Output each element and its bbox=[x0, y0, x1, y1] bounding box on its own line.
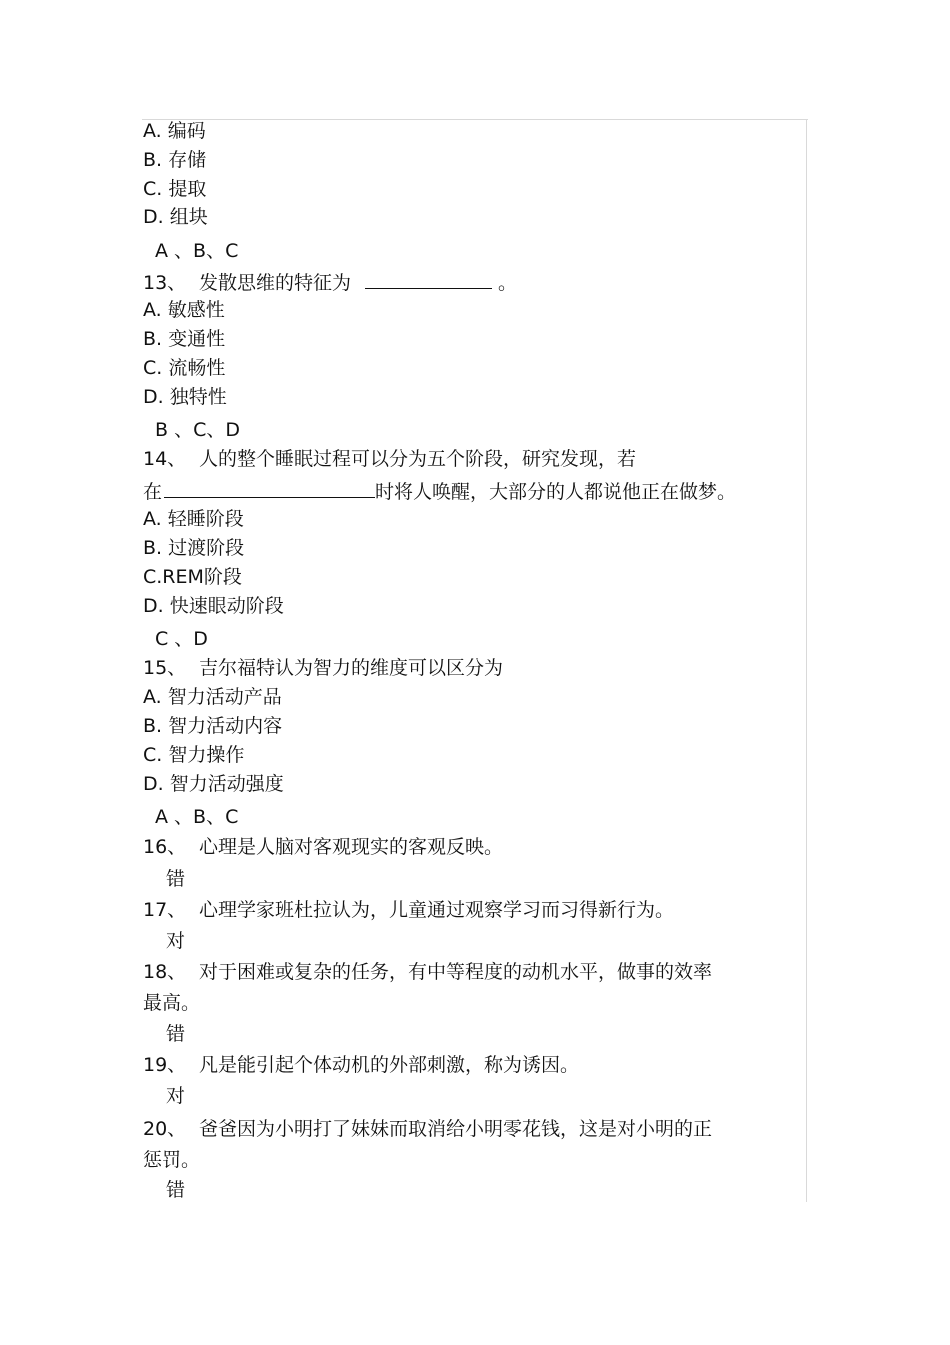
q14-number: 14、 bbox=[143, 448, 187, 470]
q15-option-a: A. 智力活动产品 bbox=[143, 686, 282, 708]
q12-option-a: A. 编码 bbox=[143, 120, 206, 142]
q20-question-line1 bbox=[143, 1117, 712, 1141]
q13-text: 发散思维的特征为 bbox=[199, 272, 352, 294]
q15-answer: A 、B、C bbox=[155, 806, 239, 828]
q15-option-d: D. 智力活动强度 bbox=[143, 773, 284, 795]
q14-option-b: B. 过渡阶段 bbox=[143, 537, 245, 559]
q14-question-line1 bbox=[143, 447, 636, 471]
q16-question bbox=[143, 835, 503, 859]
page-border-right bbox=[806, 119, 807, 1202]
q13-number: 13、 bbox=[143, 272, 187, 294]
q13-answer: B 、C、D bbox=[155, 419, 240, 441]
q19-text: 凡是能引起个体动机的外部刺激，称为诱因。 bbox=[199, 1054, 580, 1076]
q13-option-d: D. 独特性 bbox=[143, 386, 227, 408]
q18-text-line1: 对于困难或复杂的任务，有中等程度的动机水平，做事的效率 bbox=[199, 961, 713, 983]
q14-text-line1: 人的整个睡眠过程可以分为五个阶段，研究发现，若 bbox=[199, 448, 637, 470]
q13-period: 。 bbox=[498, 272, 518, 294]
q13-blank bbox=[365, 270, 492, 289]
q15-text: 吉尔福特认为智力的维度可以区分为 bbox=[199, 657, 504, 679]
q15-option-c: C. 智力操作 bbox=[143, 744, 245, 766]
q18-question-line1 bbox=[143, 960, 712, 984]
q12-option-b: B. 存储 bbox=[143, 149, 207, 171]
q17-answer: 对 bbox=[166, 930, 186, 952]
page-border-top bbox=[142, 119, 808, 120]
q14-question-line2 bbox=[143, 479, 736, 504]
q13-option-b: B. 变通性 bbox=[143, 328, 226, 350]
q16-number: 16、 bbox=[143, 836, 187, 858]
q14-option-d: D. 快速眼动阶段 bbox=[143, 595, 284, 617]
q16-answer: 错 bbox=[166, 868, 186, 890]
q18-number: 18、 bbox=[143, 961, 187, 983]
q20-number: 20、 bbox=[143, 1118, 187, 1140]
q19-number: 19、 bbox=[143, 1054, 187, 1076]
q12-option-c: C. 提取 bbox=[143, 178, 207, 200]
q14-answer: C 、D bbox=[155, 628, 208, 650]
q12-option-d: D. 组块 bbox=[143, 206, 208, 228]
q20-text-line1: 爸爸因为小明打了妹妹而取消给小明零花钱，这是对小明的正 bbox=[199, 1118, 713, 1140]
q17-text: 心理学家班杜拉认为，儿童通过观察学习而习得新行为。 bbox=[199, 899, 675, 921]
q15-option-b: B. 智力活动内容 bbox=[143, 715, 283, 737]
q14-option-a: A. 轻睡阶段 bbox=[143, 508, 244, 530]
q18-question-line2: 最高。 bbox=[143, 992, 201, 1014]
q13-option-a: A. 敏感性 bbox=[143, 299, 225, 321]
q15-question bbox=[143, 656, 503, 680]
q12-answer: A 、B、C bbox=[155, 240, 239, 262]
q18-answer: 错 bbox=[166, 1023, 186, 1045]
q14-blank bbox=[164, 479, 375, 498]
q14-option-c: C.REM阶段 bbox=[143, 566, 242, 588]
q20-answer: 错 bbox=[166, 1179, 186, 1201]
q17-number: 17、 bbox=[143, 899, 187, 921]
q20-question-line2: 惩罚。 bbox=[143, 1149, 201, 1171]
q15-number: 15、 bbox=[143, 657, 187, 679]
q13-option-c: C. 流畅性 bbox=[143, 357, 226, 379]
q13-question bbox=[143, 270, 517, 295]
q14-text-before-blank: 在 bbox=[143, 481, 163, 503]
q16-text: 心理是人脑对客观现实的客观反映。 bbox=[199, 836, 504, 858]
q17-question bbox=[143, 898, 674, 922]
q19-question bbox=[143, 1053, 579, 1077]
q14-text-after-blank: 时将人唤醒，大部分的人都说他正在做梦。 bbox=[375, 481, 737, 503]
q19-answer: 对 bbox=[166, 1085, 186, 1107]
